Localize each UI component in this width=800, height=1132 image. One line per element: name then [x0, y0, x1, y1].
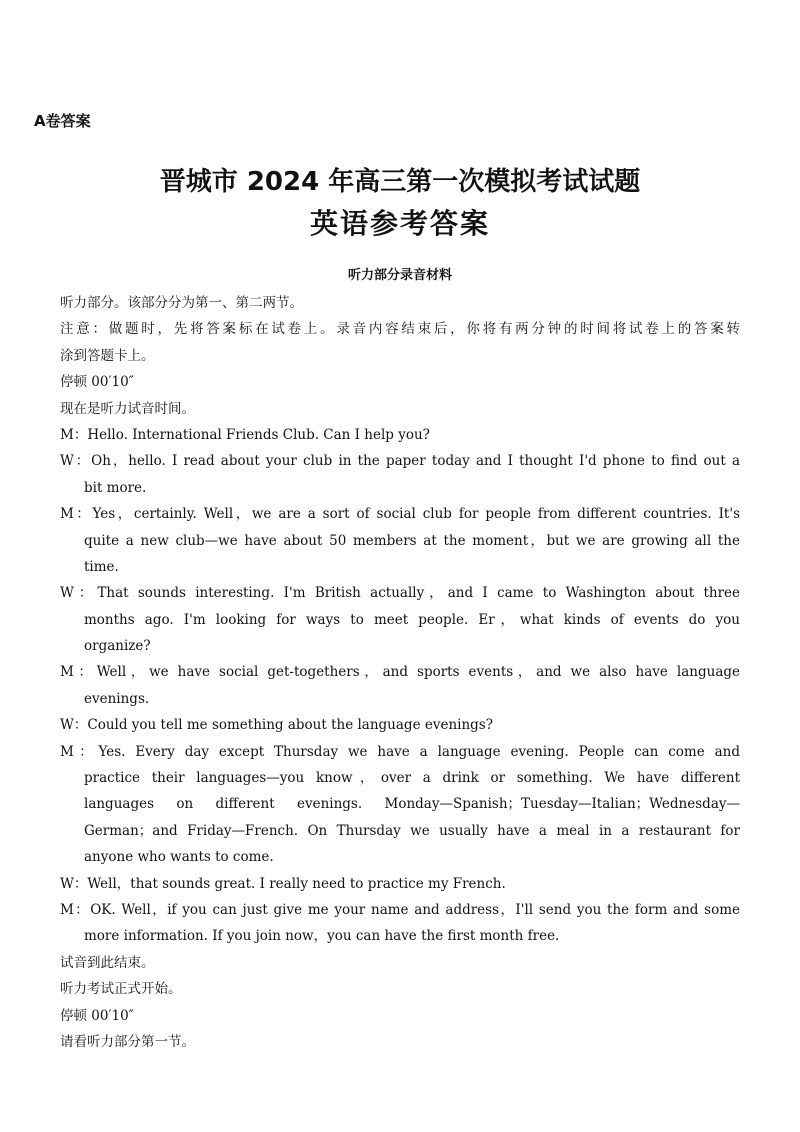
dialogue-m1: M：Hello. International Friends Club. Can I help you? — [60, 426, 430, 443]
dialogue-w2-line-1: W：That sounds interesting. I'm British actually，and I came to Washington about three — [60, 585, 740, 602]
transcript-body — [60, 290, 740, 1055]
exam-start-line: 听力考试正式开始。 — [60, 981, 182, 998]
dialogue-m3-line-1: M：Well，we have social get-togethers，and sports events，and we also have language — [60, 664, 740, 681]
notice-line-1: 注意：做题时，先将答案标在试卷上。录音内容结束后，你将有两分钟的时间将试卷上的答案转 — [60, 321, 740, 338]
dialogue-m2-line-1: M：Yes，certainly. Well，we are a sort of social club for people from different countries. It's — [60, 506, 740, 523]
intro-line: 听力部分。该部分分为第一、第二两节。 — [60, 295, 303, 311]
notice-line-2: 涂到答题卡上。 — [60, 347, 155, 364]
dialogue-m4-line-3: languages on different evenings. Monday—Spanish；Tuesday—Italian；Wednesday— — [84, 796, 740, 813]
dialogue-w3: W：Could you tell me something about the language evenings? — [60, 717, 493, 734]
dialogue-m2-line-2: quite a new club—we have about 50 members at the moment，but we are growing all the — [84, 532, 740, 549]
dialogue-w2 — [60, 580, 740, 659]
dialogue-w2-line-2: months ago. I'm looking for ways to meet people. Er，what kinds of events do you — [84, 611, 740, 628]
dialogue-m4-line-2: practice their languages—you know，over a drink or something. We have different — [84, 770, 740, 787]
dialogue-m3-line-2: evenings. — [84, 690, 150, 707]
dialogue-w1-line-2: bit more. — [84, 479, 147, 496]
pause-line: 停顿 00′10″ — [60, 374, 134, 391]
dialogue-w2-line-3: organize? — [84, 638, 151, 655]
dialogue-w1-line-1: W：Oh，hello. I read about your club in the paper today and I thought I'd phone to find out a — [60, 453, 740, 470]
section-title: 听力部分录音材料 — [347, 268, 452, 283]
dialogue-m5 — [60, 897, 740, 950]
version-label: A卷答案 — [34, 112, 91, 130]
exam-title: 晋城市 2024 年高三第一次模拟考试试题 — [159, 167, 641, 197]
dialogue-m4 — [60, 739, 740, 871]
see-part1-line: 请看听力部分第一节。 — [60, 1033, 195, 1050]
dialogue-m2 — [60, 501, 740, 580]
notice-paragraph — [60, 316, 740, 369]
dialogue-w1 — [60, 448, 740, 501]
dialogue-m4-line-4: German；and Friday—French. On Thursday we usually have a meal in a restaurant for — [84, 822, 740, 839]
dialogue-m2-line-3: time. — [84, 558, 119, 575]
dialogue-m4-line-5: anyone who wants to come. — [84, 849, 274, 866]
dialogue-m5-line-2: more information. If you join now，you can have the first month free. — [84, 928, 560, 945]
dialogue-m5-line-1: M：OK. Well，if you can just give me your name and address，I'll send you the form and some — [60, 901, 740, 918]
dialogue-w4: W：Well，that sounds great. I really need to practice my French. — [60, 875, 506, 892]
pause-line-2: 停顿 00′10″ — [60, 1007, 134, 1024]
exam-subtitle: 英语参考答案 — [309, 207, 490, 240]
dialogue-m4-line-1: M：Yes. Every day except Thursday we have a language evening. People can come and — [60, 743, 740, 760]
trial-end-line: 试音到此结束。 — [60, 954, 155, 971]
dialogue-m3 — [60, 659, 740, 712]
trial-start-line: 现在是听力试音时间。 — [60, 400, 195, 417]
